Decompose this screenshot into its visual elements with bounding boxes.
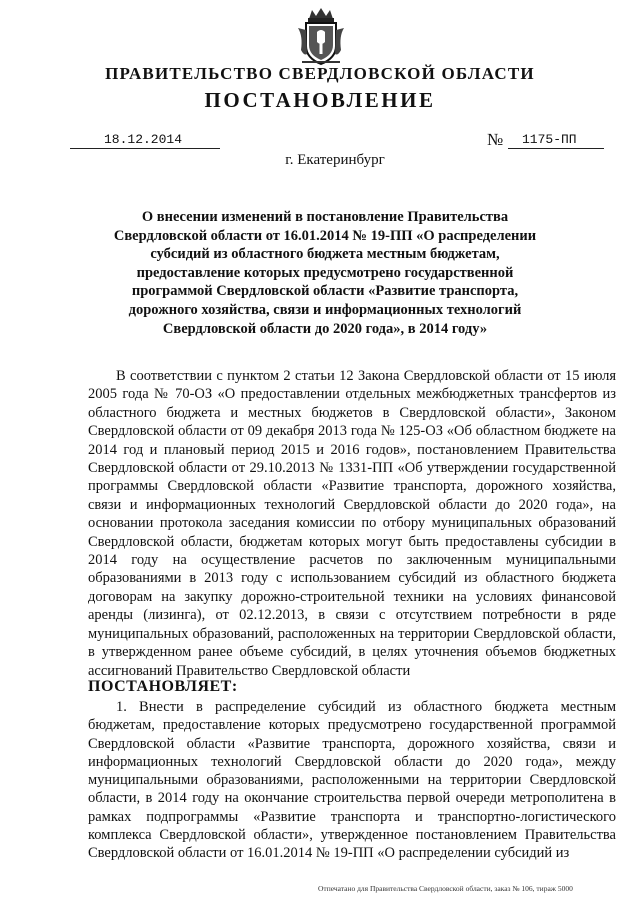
government-title: ПРАВИТЕЛЬСТВО СВЕРДЛОВСКОЙ ОБЛАСТИ <box>105 64 535 83</box>
document-subject: О внесении изменений в постановление Правительства Свердловской области от 16.01.2014 № 19-ПП «О распределении субсидий из областного бюджета местным бюджетам, предоставление которых предусмотрено государственной программой Свердловской области «Развитие транспорта, дорожного хозяйства, связи и информационных технологий Свердловской области до 2020 года», в 2014 году» <box>113 209 537 337</box>
preamble-text: В соответствии с пунктом 2 статьи 12 Закона Свердловской области от 15 июля 2005 года № 70-ОЗ «О предоставлении отдельных межбюджетных трансфертов из областного бюджета и местных бюджетов в Свердловской области», Законом Свердловской области от 09 декабря 2013 года № 125-ОЗ «Об областном бюджете на 2014 год и плановый период 2015 и 2016 годов», постановлением Правительства Свердловской области от 29.10.2013 № 1331-ПП «Об утверждении государственной программы Свердловской области «Развитие транспорта, дорожного хозяйства, связи и информационных технологий Свердловской области до 2020 года», на основании протокола заседания комиссии по отбору муниципальных образований Свердловской области, бюджетам которых могут быть предоставлены субсидии в 2014 году на осуществление расчетов по заключенным муниципальными образованиями в 2013 году с использованием субсидий из областного бюджета договорам на закупку дорожно-строительной техники на условиях финансовой аренды (лизинга), от 02.12.2013, в связи с отсутствием потребности в ряде муниципальных образований, расположенных на территории Свердловской области, в утвержденном ранее объеме субсидий, в целях уточнения объемов бюджетных ассигнований Правительство Свердловской области <box>88 368 616 679</box>
clause-1 <box>88 698 616 863</box>
print-footer: Отпечатано для Правительства Свердловской области, заказ № 106, тираж 5000 <box>318 884 573 893</box>
resolves-heading: ПОСТАНОВЛЯЕТ: <box>88 678 238 695</box>
document-date: 18.12.2014 <box>70 132 220 149</box>
clause-1-text: 1. Внести в распределение субсидий из областного бюджета местным бюджетам, предоставление которых предусмотрено государственной программой Свердловской области «Развитие транспорта, дорожного хозяйства, связи и информационных технологий Свердловской области до 2020 года», между муниципальными образованиями, расположенными на территории Свердловской области, в 2014 году на окончание строительства первой очереди метрополитена в рамках подпрограммы «Развитие транспорта и транспортно-логистического комплекса Свердловской области», утвержденное постановлением Правительства Свердловской области от 16.01.2014 № 19-ПП «О распределении субсидий из <box>88 699 616 862</box>
coat-of-arms-icon <box>294 6 348 68</box>
city: г. Екатеринбург <box>285 152 385 168</box>
number-label: № <box>487 130 504 149</box>
preamble <box>88 367 616 680</box>
document-number: 1175-ПП <box>508 132 604 149</box>
document-type: ПОСТАНОВЛЕНИЕ <box>204 88 436 112</box>
